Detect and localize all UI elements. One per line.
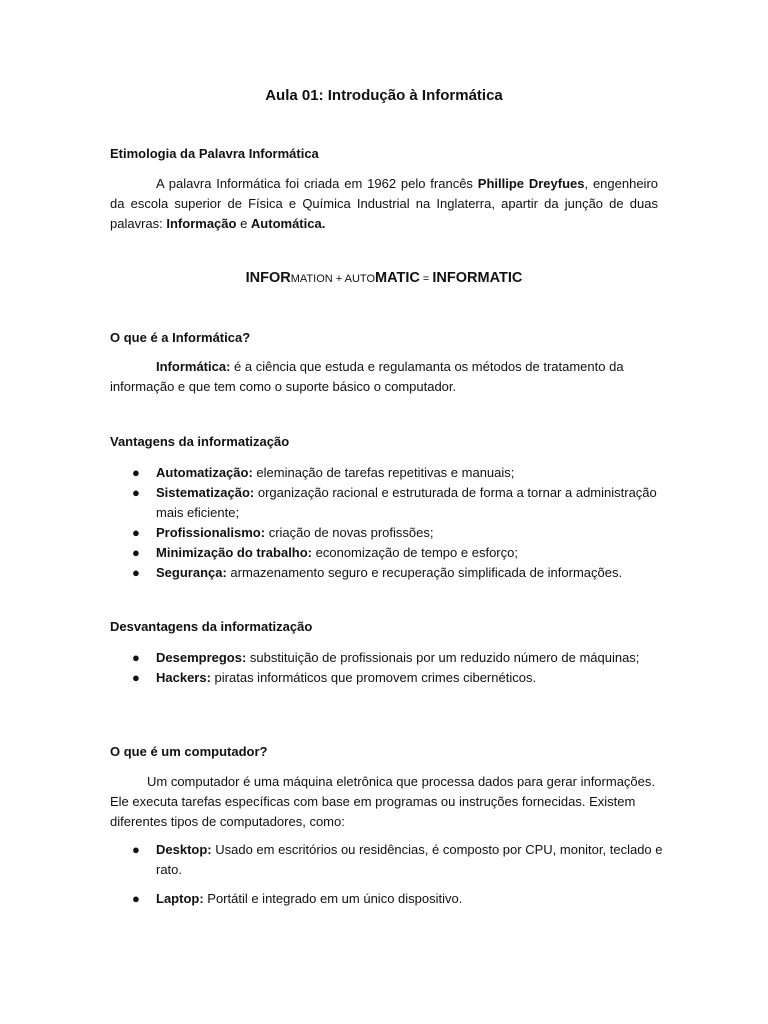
heading-etimologia: Etimologia da Palavra Informática xyxy=(110,146,319,161)
item-text: substituição de profissionais por um reduzido número de máquinas; xyxy=(246,650,640,665)
list-item xyxy=(110,463,670,483)
etimologia-text-2: , engenheiro da escola superior de Física e Química Industrial na Inglaterra, apartir da junção de duas palavras: xyxy=(110,176,659,231)
paragraph-etimologia xyxy=(110,174,658,234)
heading-desvantagens: Desvantagens da informatização xyxy=(110,619,313,634)
bullet-icon: ● xyxy=(132,650,140,665)
bullet-icon: ● xyxy=(132,465,140,480)
item-text: Portátil e integrado em um único dispositivo. xyxy=(203,891,463,906)
item-text: organização racional e estruturada de forma a tornar a administração mais eficiente; xyxy=(156,485,657,520)
bullet-icon: ● xyxy=(132,565,140,580)
item-text: eleminação de tarefas repetitivas e manuais; xyxy=(252,465,515,480)
paragraph-computador: Um computador é uma máquina eletrônica que processa dados para gerar informações. Ele executa tarefas específicas com base em programas ou instruções fornecidas. Existem diferentes tipos de computadores, como: xyxy=(110,774,655,829)
etimologia-text-1: A palavra Informática foi criada em 1962 pelo francês xyxy=(156,176,478,191)
item-term: Sistematização: xyxy=(156,485,255,500)
item-term: Segurança: xyxy=(156,565,227,580)
list-item xyxy=(110,840,670,880)
item-term: Laptop: xyxy=(156,891,204,906)
page-title: Aula 01: Introdução à Informática xyxy=(265,87,503,104)
list-item xyxy=(110,563,670,583)
etimologia-name: Phillipe Dreyfues xyxy=(477,176,585,191)
bullet-icon: ● xyxy=(132,842,140,857)
bullet-icon: ● xyxy=(132,525,140,540)
etimologia-and: e xyxy=(236,216,251,231)
item-term: Desktop: xyxy=(156,842,212,857)
bullet-icon: ● xyxy=(132,485,140,500)
bullet-icon: ● xyxy=(132,891,140,906)
item-text: armazenamento seguro e recuperação simplificada de informações. xyxy=(226,565,623,580)
formula-equals: = xyxy=(419,273,433,285)
list-item xyxy=(110,889,670,909)
o-que-e-term: Informática: xyxy=(156,359,231,374)
list-item xyxy=(110,648,670,668)
item-term: Hackers: xyxy=(156,670,211,685)
etimologia-word-2: Automática. xyxy=(250,216,326,231)
item-text: piratas informáticos que promovem crimes cibernéticos. xyxy=(210,670,537,685)
heading-vantagens: Vantagens da informatização xyxy=(110,434,290,449)
etimologia-word-1: Informação xyxy=(166,216,237,231)
o-que-e-text: é a ciência que estuda e regulamanta os métodos de tratamento da informação e que tem como o suporte básico o computador. xyxy=(110,359,624,394)
item-term: Minimização do trabalho: xyxy=(156,545,313,560)
list-item xyxy=(110,483,670,523)
item-term: Automatização: xyxy=(156,465,253,480)
heading-o-que-e: O que é a Informática? xyxy=(110,330,251,345)
formula-part-matic: MATIC xyxy=(375,270,420,286)
list-item xyxy=(110,523,670,543)
item-term: Profissionalismo: xyxy=(156,525,266,540)
bullet-icon: ● xyxy=(132,670,140,685)
item-text: economização de tempo e esforço; xyxy=(312,545,518,560)
item-term: Desempregos: xyxy=(156,650,247,665)
heading-computador: O que é um computador? xyxy=(110,744,268,759)
list-computador xyxy=(110,840,670,909)
formula-line xyxy=(0,270,768,286)
item-text: criação de novas profissões; xyxy=(265,525,434,540)
formula-result: INFORMATIC xyxy=(432,270,523,286)
list-item xyxy=(110,543,670,563)
paragraph-o-que-e xyxy=(110,357,658,397)
list-desvantagens xyxy=(110,648,670,688)
formula-part-mation-auto: MATION + AUTO xyxy=(290,273,375,285)
formula-part-infor: INFOR xyxy=(245,270,291,286)
list-item xyxy=(110,668,670,688)
list-vantagens xyxy=(110,463,670,583)
bullet-icon: ● xyxy=(132,545,140,560)
item-text: Usado em escritórios ou residências, é composto por CPU, monitor, teclado e rato. xyxy=(156,842,663,877)
